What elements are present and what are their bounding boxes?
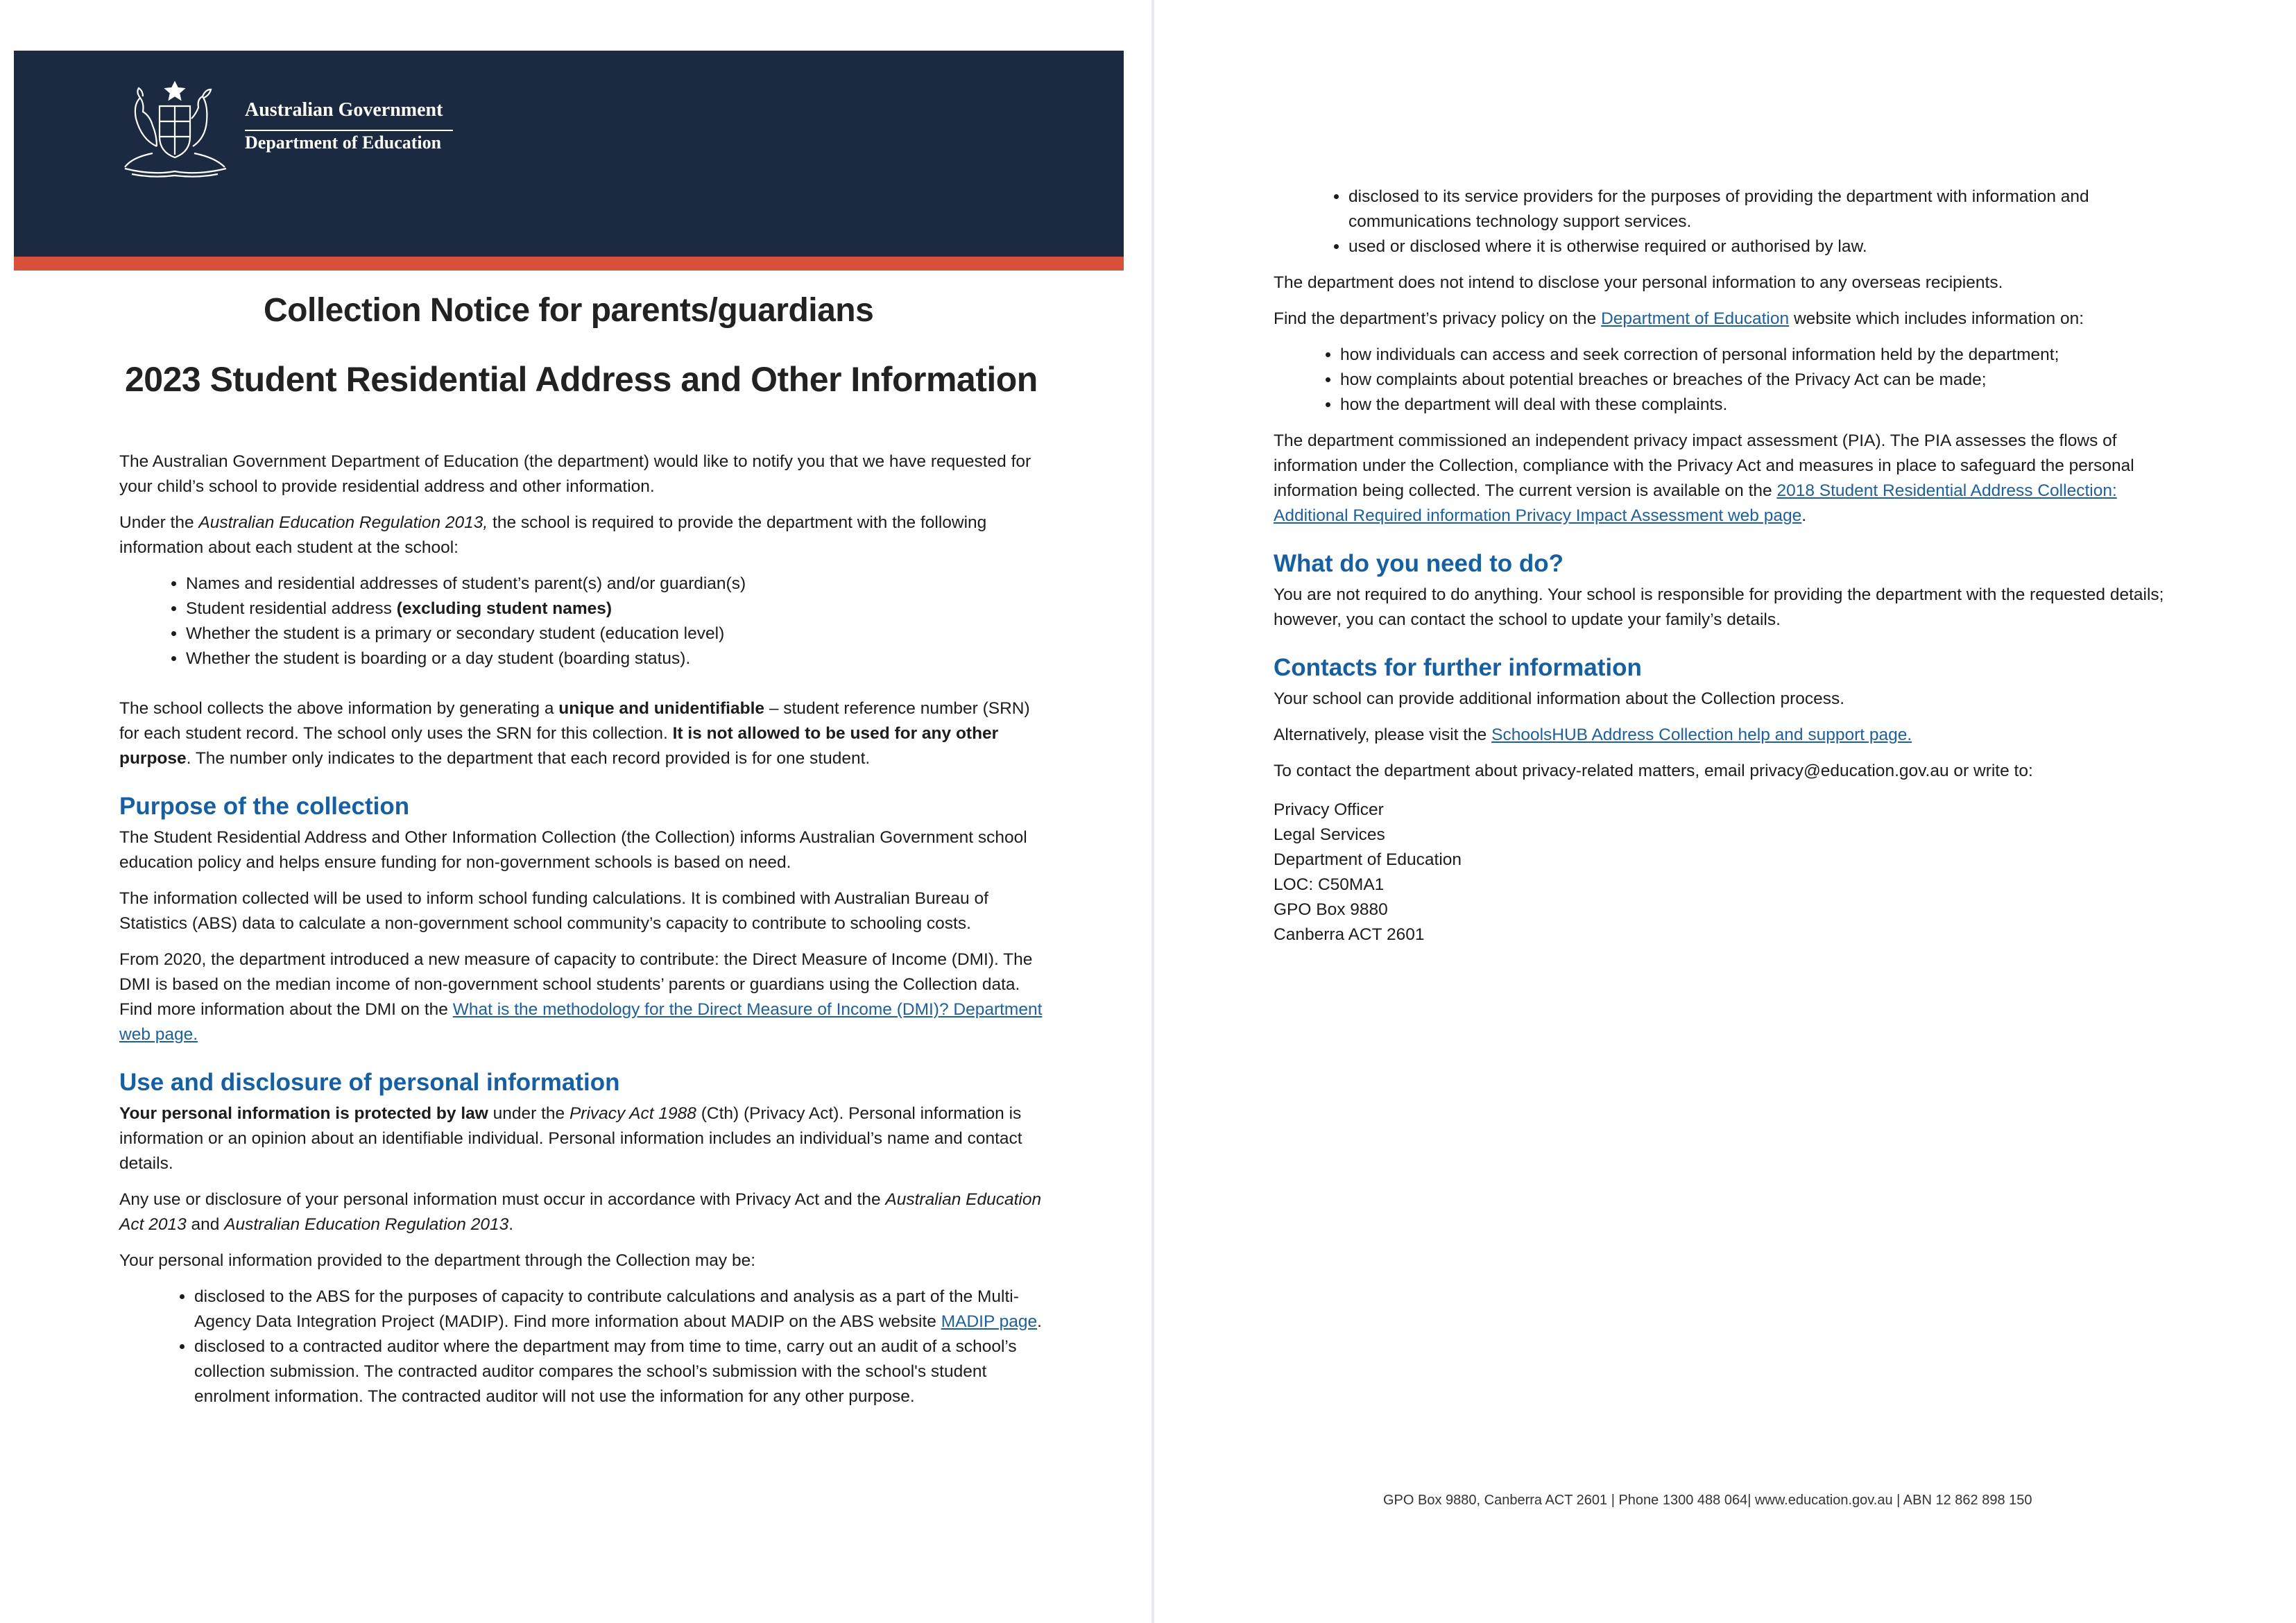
list-item: • Student residential address (excluding student names): [186, 596, 1049, 621]
list-item: • disclosed to its service providers for the purposes of providing the department with information and communications technology support services.: [1348, 184, 2175, 234]
use-paragraph-5: Find the department’s privacy policy on the Department of Education website which includes information on:: [1274, 309, 2084, 328]
address-line: Legal Services: [1274, 825, 1385, 844]
page-footer: GPO Box 9880, Canberra ACT 2601 | Phone 1300 488 064| www.education.gov.au | ABN 12 862 898 150: [1383, 1493, 2032, 1508]
list-item: • how complaints about potential breaches or breaches of the Privacy Act can be made;: [1340, 368, 2175, 393]
page-title: Collection Notice for parents/guardians: [264, 292, 874, 329]
list-item: • Whether the student is boarding or a day student (boarding status).: [186, 646, 1049, 671]
purpose-paragraph-3: From 2020, the department introduced a new measure of capacity to contribute: the Direct Measure of Income (DMI). The DMI is based on the median income of non-government school students’ parents or guardians using the Collection data. Find more information about the DMI on the What is the methodology for the Direct Measure of Income (DMI)? Department web page.: [119, 950, 1043, 1044]
address-line: GPO Box 9880: [1274, 900, 1388, 919]
use-paragraph-2: Any use or disclosure of your personal information must occur in accordance with Privacy Act and the Australian Education Act 2013 and Australian Education Regulation 2013.: [119, 1190, 1042, 1234]
right-page: [1154, 0, 2296, 1623]
contacts-heading: Contacts for further information: [1274, 654, 1642, 681]
use-paragraph-6: The department commissioned an independent privacy impact assessment (PIA). The PIA assesses the flows of information under the Collection, compliance with the Privacy Act and measures in place to safeguard the personal information being collected. The current version is available on the 2018 Student Residential Address Collection: Additional Required information Privacy Impact Assessment web page.: [1274, 431, 2134, 525]
gov-name: Australian Government: [245, 99, 443, 121]
header-rule: [245, 130, 453, 131]
use-paragraph-4: The department does not intend to disclose your personal information to any overseas recipients.: [1274, 273, 2003, 292]
intro-paragraph-3: The school collects the above information by generating a unique and unidentifiable – student reference number (SRN) for each student record. The school only uses the SRN for this collection. It is not allowed to be used for any other purpose. The number only indicates to the department that each record provided is for one student.: [119, 699, 1030, 768]
disclosure-list: [119, 1285, 1049, 1409]
list-item: • Whether the student is a primary or secondary student (education level): [186, 621, 1049, 646]
header-banner: [14, 51, 1124, 270]
intro-paragraph-1: The Australian Government Department of Education (the department) would like to notify you that we have requested for your child’s school to provide residential address and other information.: [119, 452, 1031, 496]
use-paragraph-3: Your personal information provided to the department through the Collection may be:: [119, 1251, 756, 1270]
schoolshub-link[interactable]: SchoolsHUB Address Collection help and support page.: [1491, 725, 1912, 744]
department-link[interactable]: Department of Education: [1601, 309, 1790, 328]
todo-paragraph: You are not required to do anything. Your school is responsible for providing the department with the requested details; however, you can contact the school to update your family’s details.: [1274, 585, 2164, 629]
use-paragraph-1: Your personal information is protected by law under the Privacy Act 1988 (Cth) (Privacy Act). Personal information is information or an opinion about an identifiable individual. Personal information includes an individual’s name and contact details.: [119, 1104, 1022, 1173]
contacts-paragraph-2: Alternatively, please visit the SchoolsHUB Address Collection help and support page.: [1274, 725, 1912, 744]
list-item: • how individuals can access and seek correction of personal information held by the department;: [1340, 343, 2175, 368]
contacts-paragraph-1: Your school can provide additional information about the Collection process.: [1274, 689, 1845, 708]
pia-link[interactable]: 2018 Student Residential Address Collection: Additional Required information Privacy Impact Assessment web page: [1274, 481, 2117, 525]
contacts-paragraph-3: To contact the department about privacy-related matters, email privacy@education.gov.au or write to:: [1274, 762, 2033, 780]
banner-stripe: [14, 257, 1124, 270]
privacy-policy-list: [1274, 343, 2175, 418]
disclosure-list-continued: [1274, 184, 2175, 259]
collected-info-list: [119, 572, 1049, 671]
address-line: Department of Education: [1274, 850, 1462, 869]
purpose-heading: Purpose of the collection: [119, 793, 410, 820]
list-item: • disclosed to a contracted auditor where the department may from time to time, carry out an audit of a school’s collection submission. The contracted auditor compares the school’s submission with the school's student enrolment information. The contracted auditor will not use the information for any other purpose.: [194, 1334, 1049, 1409]
intro-paragraph-2: Under the Australian Education Regulation 2013, the school is required to provide the department with the following information about each student at the school:: [119, 513, 987, 557]
list-item: • how the department will deal with these complaints.: [1340, 393, 2175, 418]
page-subtitle: 2023 Student Residential Address and Other Information: [125, 360, 1038, 399]
address-line: LOC: C50MA1: [1274, 875, 1385, 894]
address-line: Privacy Officer: [1274, 800, 1384, 819]
purpose-paragraph-2: The information collected will be used to inform school funding calculations. It is combined with Australian Bureau of Statistics (ABS) data to calculate a non-government school community’s capacity to contribute to schooling costs.: [119, 889, 988, 933]
dept-name: Department of Education: [245, 132, 442, 153]
todo-heading: What do you need to do?: [1274, 550, 1564, 577]
list-item: • Names and residential addresses of student’s parent(s) and/or guardian(s): [186, 572, 1049, 596]
list-item: • used or disclosed where it is otherwise required or authorised by law.: [1348, 234, 2175, 259]
list-item: • disclosed to the ABS for the purposes of capacity to contribute calculations and analysis as a part of the Multi-Agency Data Integration Project (MADIP). Find more information about MADIP on the ABS website MADIP page.: [194, 1285, 1049, 1334]
right-body: [1274, 184, 2175, 947]
purpose-paragraph-1: The Student Residential Address and Other Information Collection (the Collection) informs Australian Government school education policy and helps ensure funding for non-government schools is based on need.: [119, 828, 1027, 872]
dmi-methodology-link[interactable]: What is the methodology for the Direct Measure of Income (DMI)? Department web page.: [119, 1000, 1043, 1044]
madip-link[interactable]: MADIP page: [941, 1312, 1038, 1331]
postal-address: [1274, 798, 2175, 947]
address-line: Canberra ACT 2601: [1274, 925, 1425, 944]
coat-of-arms-icon: [111, 77, 239, 181]
left-body: [119, 449, 1049, 1420]
use-heading: Use and disclosure of personal information: [119, 1069, 620, 1096]
